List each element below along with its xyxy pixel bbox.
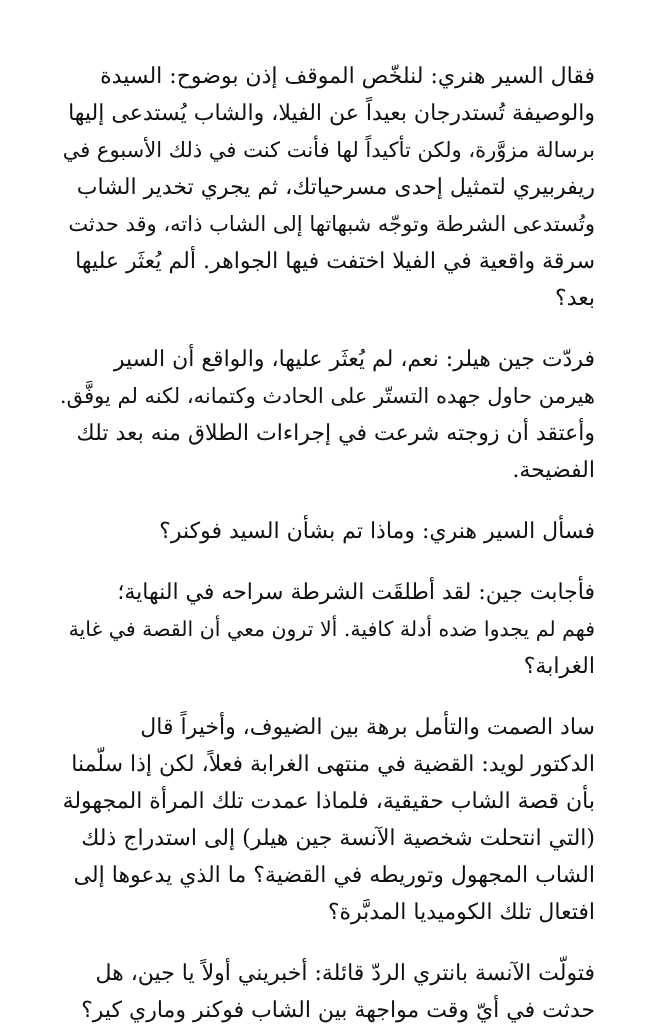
text-line: فهم لم يجدوا ضده أدلة كافية. ألا ترون معي أن القصة في غاية: [68, 617, 595, 641]
text-line: فقال السير هنري: لنلخّص الموقف إذن بوضوح: السيدة: [100, 64, 595, 89]
text-line: حدثت في أيّ وقت مواجهة بين الشاب فوكنر وماري كير؟: [81, 998, 595, 1023]
text-line: برسالة مزوَّرة، ولكن تأكيداً لها فأنت كنت في ذلك الأسبوع في: [62, 138, 595, 162]
text-line: فتولّت الآنسة بانتري الردّ قائلة: أخبريني أولاً يا جين، هل: [95, 961, 595, 986]
text-line: سرقة واقعية في الفيلا اختفت فيها الجواهر. ألم يُعثَر عليها: [75, 249, 595, 274]
text-line: فسأل السير هنري: وماذا تم بشأن السيد فوكنر؟: [159, 519, 595, 544]
paragraph-sir-henry-summary: [60, 58, 595, 317]
paragraph-jane-reply: [60, 341, 595, 489]
paragraph-jane-answer: [60, 574, 595, 685]
text-line: ريفربيري لتمثيل إحدى مسرحياتك، ثم يجري تخدير الشاب: [76, 175, 595, 200]
text-line: الدكتور لويد: القضية في منتهى الغرابة فعلاً، لكن إذا سلّمنا: [71, 752, 595, 777]
text-line: بأن قصة الشاب حقيقية، فلماذا عمدت تلك المرأة المجهولة: [62, 789, 595, 814]
text-line: الشاب المجهول وتوريطه في القضية؟ ما الذي يدعوها إلى: [73, 863, 595, 888]
text-line: فردّت جين هيلر: نعم، لم يُعثَر عليها، والواقع أن السير: [113, 347, 595, 372]
text-line: (التي انتحلت شخصية الآنسة جين هيلر) إلى استدراج ذلك: [81, 826, 595, 851]
text-line: افتعال تلك الكوميديا المدبَّرة؟: [327, 900, 595, 925]
text-line: ساد الصمت والتأمل برهة بين الضيوف، وأخيراً قال: [140, 715, 595, 740]
text-line: وأعتقد أن زوجته شرعت في إجراءات الطلاق منه بعد تلك: [76, 421, 595, 446]
text-line: هيرمن حاول جهده التستّر على الحادث وكتمانه، لكنه لم يوفَّق.: [59, 384, 595, 408]
text-line: الفضيحة.: [512, 458, 595, 483]
text-line: بعد؟: [555, 286, 595, 311]
text-line: فأجابت جين: لقد أطلقَت الشرطة سراحه في النهاية؛: [117, 580, 595, 605]
text-line: وتُستدعى الشرطة وتوجّه شبهاتها إلى الشاب ذاته، وقد حدثت: [68, 212, 595, 236]
paragraph-faulkner-question: [60, 513, 595, 550]
paragraph-miss-bantry: [60, 955, 595, 1029]
text-line: الغرابة؟: [523, 654, 595, 679]
text-line: والوصيفة تُستدرجان بعيداً عن الفيلا، والشاب يُستدعى إليها: [68, 101, 595, 126]
paragraph-dr-lloyd: [60, 709, 595, 931]
